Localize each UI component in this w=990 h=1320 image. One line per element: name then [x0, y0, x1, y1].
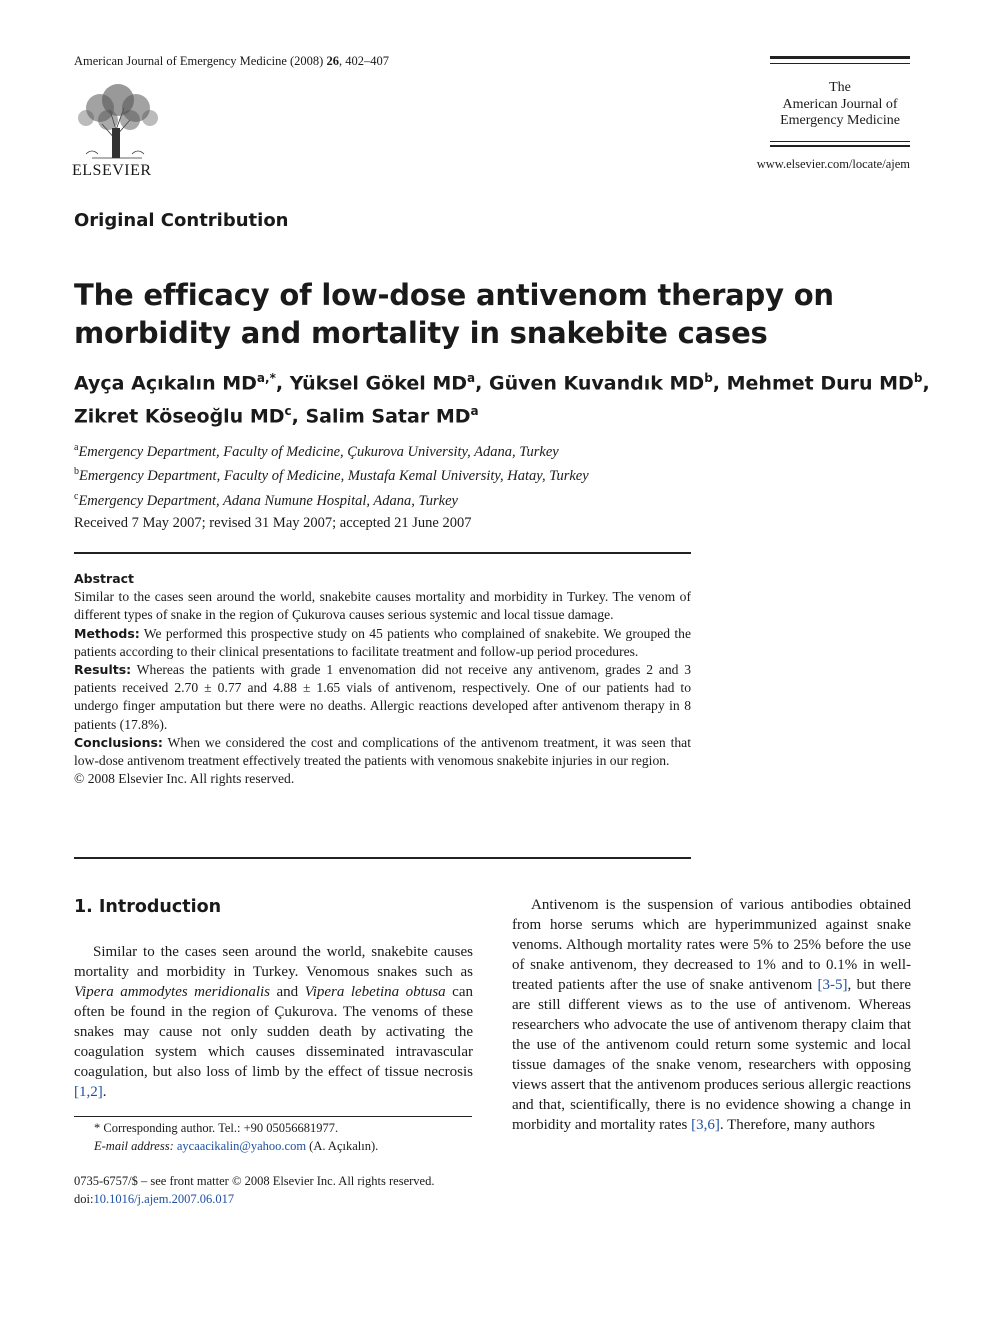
introduction-heading: 1. Introduction	[74, 897, 222, 917]
citation-pages: , 402–407	[338, 54, 389, 68]
author-affiliation-mark[interactable]: a	[467, 371, 476, 385]
citation-link[interactable]: [1,2]	[74, 1084, 103, 1100]
abstract-heading: Abstract	[74, 571, 135, 586]
affiliation-list	[74, 438, 774, 511]
abstract-methods	[74, 625, 691, 661]
journal-name-line1: American Journal of	[782, 96, 898, 112]
results-label: Results:	[74, 662, 132, 678]
citation-prefix: American Journal of Emergency Medicine (2008)	[74, 54, 327, 68]
masthead-top-rule	[770, 56, 910, 59]
footnote-rule	[74, 1116, 472, 1117]
author-name[interactable]: Zikret Köseoğlu MD	[74, 405, 285, 428]
text-run: . Therefore, many authors	[719, 1117, 875, 1133]
affiliation-mark: a	[74, 442, 79, 453]
author-name[interactable]: Güven Kuvandık MD	[488, 372, 705, 395]
abstract	[74, 570, 691, 788]
text-run: Antivenom is the suspension of various antibodies obtained from horse serums which are hyperimmunized against snake venoms. Although mortality rates were 5% to 25% before the use of snake antivenom, they decreased to 1% and to 0.1% in well-treated patients after the use of snake antivenom	[512, 897, 911, 993]
citation-link[interactable]: [3,6]	[691, 1117, 720, 1133]
masthead-bottom-rule	[770, 141, 910, 142]
journal-the: The	[829, 80, 851, 95]
journal-url-link[interactable]: www.elsevier.com/locate/ajem	[756, 157, 910, 171]
abstract-top-rule	[74, 552, 691, 554]
journal-citation	[74, 54, 389, 69]
author-name[interactable]: Yüksel Gökel MD	[289, 372, 468, 395]
author-affiliation-mark[interactable]: b	[704, 371, 713, 385]
body-column-left	[74, 942, 473, 1102]
corresponding-text: Corresponding author. Tel.: +90 05056681977.	[103, 1121, 339, 1135]
citation-link[interactable]: [3-5]	[817, 977, 848, 993]
affiliation-item	[74, 462, 774, 486]
abstract-bottom-rule	[74, 857, 691, 859]
email-suffix: (A. Açıkalın).	[306, 1139, 379, 1153]
corresponding-author-footnote	[94, 1119, 484, 1155]
author-name[interactable]: Ayça Açıkalın MD	[74, 372, 257, 395]
footnote-mark: *	[94, 1121, 104, 1135]
text-run: and	[270, 984, 305, 1000]
received-dates: Received 7 May 2007; revised 31 May 2007; accepted 21 June 2007	[74, 515, 472, 531]
intro-paragraph	[512, 895, 911, 1135]
email-line	[94, 1137, 484, 1155]
doi-link[interactable]: 10.1016/j.ajem.2007.06.017	[93, 1192, 235, 1206]
affiliation-mark: c	[74, 490, 79, 502]
journal-name-line2: Emergency Medicine	[780, 113, 900, 128]
affiliation-text: Emergency Department, Faculty of Medicine, Mustafa Kemal University, Hatay, Turkey	[79, 468, 589, 485]
doi-label: doi:	[74, 1192, 94, 1206]
masthead-top-rule-thin	[770, 63, 910, 64]
doi-line	[74, 1190, 494, 1208]
issn-copyright	[74, 1172, 494, 1208]
citation-volume: 26	[326, 54, 339, 68]
masthead-bottom-rule-thick	[770, 145, 910, 147]
affiliation-text: Emergency Department, Faculty of Medicine, Çukurova University, Adana, Turkey	[78, 443, 559, 460]
species-name: Vipera lebetina obtusa	[304, 984, 446, 1000]
abstract-results	[74, 661, 691, 734]
results-text: Whereas the patients with grade 1 envenomation did not receive any antivenom, grades 2 and 3 patients received 2.70 ± 0.77 and 4.88 ± 1.65 vials of antivenom, respectively. One of our patients had to undergo finger amputation but there were no deaths. Allergic reactions developed after antivenom therapy in 8 patients (17.8%).	[74, 662, 691, 732]
affiliation-text: Emergency Department, Adana Numune Hospital, Adana, Turkey	[78, 492, 458, 509]
text-run: can often be found in the region of Çukurova. The venoms of these snakes may cause not only sudden death by activating the coagulation system which causes disseminated intravascular coagulation, but also loss of limb by the effect of tissue necrosis	[74, 984, 473, 1080]
email-label: E-mail address:	[94, 1139, 177, 1153]
author-list: Ayça Açıkalın $MD^{a,*}$, Yüksel Gökel $MD^a$, Güven Kuvandık $MD^b$, Mehmet Duru $MD^b$, Zikret Köseoğlu $MD^c$, Salim Satar $MD^a$	[74, 371, 930, 428]
author-affiliation-mark[interactable]: b	[913, 371, 923, 385]
conclusions-label: Conclusions:	[74, 734, 163, 750]
elsevier-wordmark: ELSEVIER	[72, 162, 152, 179]
methods-label: Methods:	[74, 625, 140, 641]
author-affiliation-mark[interactable]: a,*	[256, 371, 276, 385]
text-run: Similar to the cases seen around the world, snakebite causes mortality and morbidity in Turkey. Venomous snakes such as	[74, 944, 473, 980]
abstract-conclusions	[74, 734, 691, 770]
body-column-right	[512, 895, 911, 1135]
text-run: .	[102, 1084, 107, 1100]
author-name[interactable]: Salim Satar MD	[305, 405, 471, 428]
corresponding-author	[94, 1119, 484, 1137]
section-type: Original Contribution	[74, 210, 289, 231]
affiliation-mark: b	[74, 466, 79, 478]
journal-masthead	[770, 80, 910, 130]
author-affiliation-mark[interactable]: c	[284, 404, 292, 419]
author-name[interactable]: Mehmet Duru MD	[726, 372, 914, 395]
methods-text: We performed this prospective study on 45 patients who complained of snakebite. We grouped the patients according to their clinical presentations to facilitate treatment and follow-up period procedures.	[74, 625, 691, 659]
abstract-background: Similar to the cases seen around the world, snakebite causes mortality and morbidity in Turkey. The venom of different types of snake in the region of Çukurova causes serious systemic and local tissue damage.	[74, 589, 691, 623]
email-link[interactable]: aycaacikalin@yahoo.com	[176, 1139, 307, 1153]
abstract-copyright: © 2008 Elsevier Inc. All rights reserved.	[74, 771, 295, 787]
affiliation-item	[74, 438, 774, 462]
article-title: The efficacy of low-dose antivenom therapy on morbidity and mortality in snakebite cases	[74, 278, 834, 350]
issn-text: 0735-6757/$ – see front matter © 2008 Elsevier Inc. All rights reserved.	[74, 1174, 435, 1188]
author-affiliation-mark[interactable]: a	[470, 404, 479, 419]
species-name: Vipera ammodytes meridionalis	[74, 984, 271, 1000]
affiliation-item	[74, 487, 774, 511]
conclusions-text: When we considered the cost and complications of the antivenom treatment, it was seen that low-dose antivenom treatment effectively treated the patients with venomous snakebite injuries in our region.	[74, 734, 691, 769]
intro-paragraph	[74, 942, 473, 1102]
text-run: , but there are still different views as to the use of antivenom. Whereas researchers who advocate the use of antivenom therapy claim that the use of the antivenom could return some systemic and local tissue damages of the snake venom, researchers with opposing views assert that the antivenom produces serious allergic reactions and that, scientifically, there is no evidence showing a change in morbidity and mortality rates	[512, 977, 912, 1133]
